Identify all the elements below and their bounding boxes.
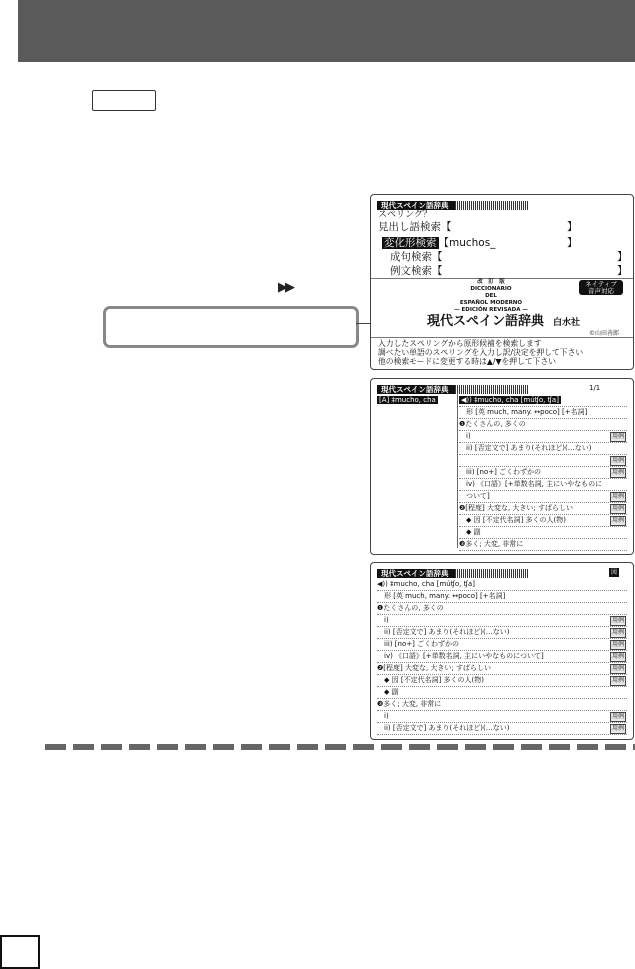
divider <box>371 337 633 338</box>
bracket-open: 【 <box>441 221 452 233</box>
bracket-close: 】 <box>567 221 578 233</box>
entry-line <box>377 627 627 639</box>
entry-line <box>459 395 627 407</box>
entry-line <box>377 603 627 615</box>
bracket-close: 】 <box>567 237 578 249</box>
search-mode-headword[interactable] <box>378 221 452 234</box>
screen-title: 現代スペイン語辞典 <box>377 385 455 394</box>
entry-text: iv) 《口語》[+単数名詞, 主にいやなものに <box>459 480 603 488</box>
entry-text: iv) 《口語》[+単数名詞, 主にいやなものについて] <box>377 652 544 660</box>
entry-line <box>377 699 627 711</box>
instruction-line: 入力したスペリングから原形候補を検索します <box>378 339 542 348</box>
entry-line <box>377 675 627 687</box>
inflection-input[interactable]: muchos_ <box>449 237 496 249</box>
screen-title-bar <box>377 385 529 394</box>
bracket-open: 【 <box>432 265 443 277</box>
search-mode-idiom[interactable] <box>390 251 443 264</box>
screen-title: 現代スペイン語辞典 <box>377 569 455 578</box>
pane-divider <box>457 393 458 548</box>
screen-results-split <box>370 378 634 555</box>
entry-line <box>377 663 627 675</box>
entry-line <box>377 639 627 651</box>
entry-line <box>459 503 627 515</box>
example-button[interactable]: 用例 <box>611 653 624 660</box>
entry-line <box>377 687 627 699</box>
entry-text: i) <box>459 432 471 440</box>
example-button[interactable]: 用例 <box>611 505 624 512</box>
example-button[interactable]: 用例 <box>611 629 624 636</box>
example-button[interactable]: 用例 <box>611 517 624 524</box>
entry-text: 形 [英 much, many. ↔poco] [+名詞] <box>459 408 588 416</box>
entry-line <box>459 515 627 527</box>
bracket-open: 【 <box>432 251 443 263</box>
publisher: 白水社 <box>553 318 581 328</box>
entry-text: ❷[程度] 大変な, 大きい; すばらしい <box>459 504 573 512</box>
example-button[interactable]: 用例 <box>611 617 624 624</box>
section-divider <box>45 744 635 750</box>
entry-text: ii) [否定文で] あまり(それほど)(…ない) <box>459 444 592 452</box>
logo-line: ESPAÑOL MODERNO <box>459 300 523 306</box>
entry-line <box>377 723 627 735</box>
entry-line <box>459 419 627 431</box>
screen-title-bar <box>377 569 529 578</box>
key-box <box>92 90 156 111</box>
screen-title: 現代スペイン語辞典 <box>377 201 455 210</box>
candidate-list-item[interactable] <box>377 395 438 406</box>
example-button[interactable]: 用例 <box>611 665 624 672</box>
bracket-close: 】 <box>617 251 628 263</box>
entry-line <box>459 455 627 467</box>
instruction-line: 他の検索モードに変更する時は▲/▼を押して下さい <box>378 357 557 366</box>
entry-line <box>377 651 627 663</box>
instruction-line: 調べたい単語のスペリングを入力し訳/決定を押して下さい <box>378 348 584 357</box>
entry-line <box>459 407 627 419</box>
entry-text: i) <box>377 712 389 720</box>
field-label: 例文検索 <box>390 265 432 277</box>
example-button[interactable]: 用例 <box>611 677 624 684</box>
logo-line: — EDICIÓN REVISADA — <box>454 307 528 313</box>
entry-text: i) <box>377 616 389 624</box>
bracket-close: 】 <box>617 265 628 277</box>
field-label-selected: 変化形検索 <box>384 237 437 249</box>
entry-text: ii) [否定文で] あまり(それほど)(…ない) <box>377 724 510 732</box>
entry-text: ◆ 因 [不定代名詞] 多くの人(物) <box>459 516 566 524</box>
screen-search-input <box>370 194 634 370</box>
field-label: 見出し語検索 <box>378 221 441 233</box>
header-bar <box>18 0 635 62</box>
entry-line <box>459 431 627 443</box>
example-button[interactable]: 用例 <box>611 713 624 720</box>
entry-text: ◆ 副 <box>377 688 399 696</box>
copyright: ©山田善郎 <box>589 330 620 337</box>
entry-line <box>377 615 627 627</box>
entry-text: ❶たくさんの, 多くの <box>459 420 526 428</box>
next-arrows-icon: ▶▶ <box>278 280 292 295</box>
title-pattern <box>455 385 529 394</box>
entry-text: ❶たくさんの, 多くの <box>377 604 444 612</box>
search-mode-inflection[interactable] <box>382 237 495 250</box>
example-button[interactable]: 用例 <box>611 469 624 476</box>
entry-line <box>377 591 627 603</box>
screen-results-full <box>370 562 634 740</box>
badge-text: ネイティブ 音声対応 <box>585 280 617 295</box>
example-button[interactable]: 用例 <box>611 493 624 500</box>
entry-text: ii) [否定文で] あまり(それほど)(…ない) <box>377 628 510 636</box>
logo-line: DEL <box>485 293 497 299</box>
entry-text: ◆ 因 [不定代名詞] 多くの人(物) <box>377 676 484 684</box>
entry-text: iii) [no+] ごくわずかの <box>459 468 542 476</box>
entry-text: 形 [英 much, many. ↔poco] [+名詞] <box>377 592 506 600</box>
logo-line: DICCIONARIO <box>470 286 512 292</box>
entry-text: ◀)) ‡mucho, cha [múʧo, ʧa] <box>461 396 559 404</box>
entry-line <box>459 491 627 503</box>
entry-line <box>377 579 627 591</box>
dictionary-logo <box>431 279 551 314</box>
candidate-label: [A] ‡mucho, cha <box>379 396 436 404</box>
example-button[interactable]: 用例 <box>611 725 624 732</box>
title-pattern <box>455 569 529 578</box>
field-label: 成句検索 <box>390 251 432 263</box>
mode-indicator-icon: 図 <box>611 569 618 576</box>
example-button[interactable]: 用例 <box>611 433 624 440</box>
search-mode-example[interactable] <box>390 265 443 278</box>
bracket-open: 【 <box>438 237 449 249</box>
entry-text: iii) [no+] ごくわずかの <box>377 640 460 648</box>
entry-text: ついて] <box>459 492 490 500</box>
example-button[interactable]: 用例 <box>611 457 624 464</box>
title-pattern <box>455 201 529 210</box>
callout-box <box>103 306 359 348</box>
entry-line <box>459 479 627 491</box>
entry-line <box>459 467 627 479</box>
native-audio-badge <box>579 280 623 295</box>
example-button[interactable]: 用例 <box>611 641 624 648</box>
entry-line <box>377 711 627 723</box>
page-indicator: 1/1 <box>589 384 601 392</box>
entry-line <box>459 527 627 539</box>
entry-text: ❸多く; 大変, 非常に <box>377 700 442 708</box>
entry-text: ◆ 副 <box>459 528 481 536</box>
entry-text: ❸多く; 大変, 非常に <box>459 540 524 548</box>
spelling-prompt: スペリング？ <box>378 210 432 220</box>
entry-text: ❷[程度] 大変な, 大きい; すばらしい <box>377 664 491 672</box>
logo-line: 改 訂 版 <box>477 279 505 285</box>
logo-title: 現代スペイン語辞典 <box>427 314 545 329</box>
page-number-box <box>0 935 40 969</box>
entry-line <box>459 539 627 551</box>
entry-line <box>459 443 627 455</box>
entry-text: ◀)) ‡mucho, cha [múʧo, ʧa] <box>377 580 475 588</box>
